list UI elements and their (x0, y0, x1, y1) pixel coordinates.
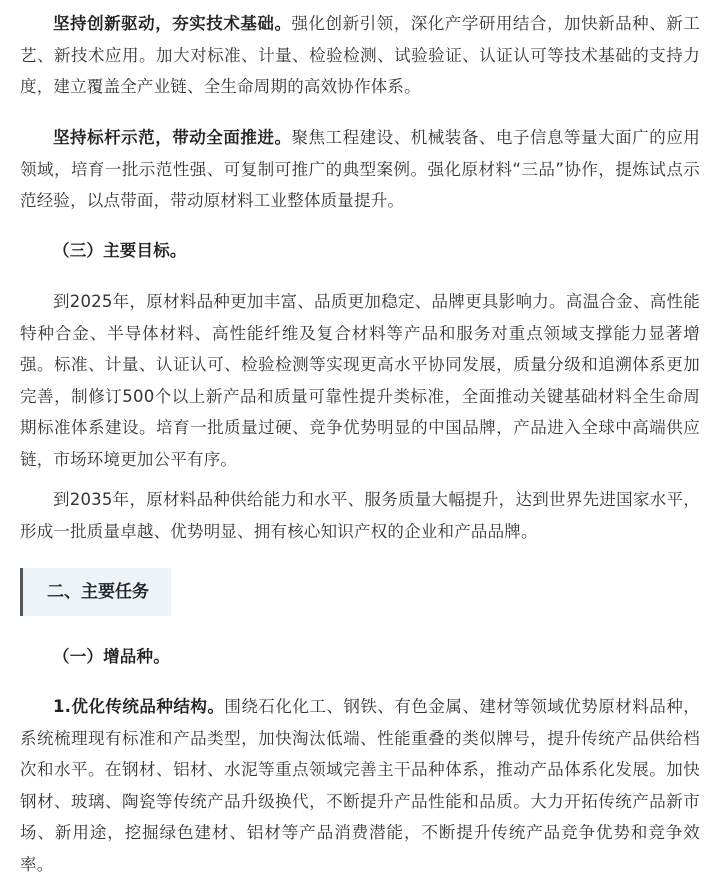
paragraph-benchmark (20, 122, 700, 217)
paragraph-text: 强化创新引领，深化产学研用结合，加快新品种、新工艺、新技术应用。加大对标准、计量、检验检测、试验验证、认证认可等技术基础的支持力度，建立覆盖全产业链、全生命周期的高效协作体系。 (20, 14, 700, 96)
paragraph-lead: 1.优化传统品种结构。 (53, 697, 225, 716)
paragraph-lead: 坚持标杆示范，带动全面推进。 (53, 128, 292, 147)
paragraph-lead: 坚持创新驱动，夯实技术基础。 (53, 14, 292, 33)
subheading-text: （三）主要目标。 (53, 241, 187, 260)
paragraph-goal-2025: 到2025年，原材料品种更加丰富、品质更加稳定、品牌更具影响力。高温合金、高性能特种合金、半导体材料、高性能纤维及复合材料等产品和服务对重点领域支撑能力显著增强。标准、计量、认证认可、检验检测等实现更高水平协同发展，质量分级和追溯体系更加完善，制修订500个以上新产品和质量可靠性提升类标准，全面推动关键基础材料全生命周期标准体系建设。培育一批质量过硬、竞争优势明显的中国品牌，产品进入全球中高端供应链，市场环境更加公平有序。 (20, 292, 700, 469)
paragraph-optimize-varieties (20, 691, 700, 880)
section-heading-box (20, 568, 171, 616)
subheading-text: （一）增品种。 (53, 647, 170, 666)
subheading-add-varieties (20, 641, 700, 673)
paragraph-goal-2035: 到2035年，原材料品种供给能力和水平、服务质量大幅提升，达到世界先进国家水平，形成一批质量卓越、优势明显、拥有核心知识产权的企业和产品品牌。 (20, 490, 700, 541)
paragraph-text: 聚焦工程建设、机械装备、电子信息等量大面广的应用领域，培育一批示范性强、可复制可推广的典型案例。强化原材料“三品”协作，提炼试点示范经验，以点带面，带动原材料工业整体质量提升。 (20, 128, 700, 210)
paragraph-innovation (20, 8, 700, 103)
paragraph-text: 围绕石化化工、钢铁、有色金属、建材等领域优势原材料品种，系统梳理现有标准和产品类型，加快淘汰低端、性能重叠的类似牌号，提升传统产品供给档次和水平。在钢材、铝材、水泥等重点领域完善主干品种体系，推动产品体系化发展。加快钢材、玻璃、陶瓷等传统产品升级换代，不断提升产品性能和品质。大力开拓传统产品新市场、新用途，挖掘绿色建材、铝材等产品消费潜能，不断提升传统产品竞争优势和竞争效率。 (20, 697, 700, 874)
subheading-main-goals (20, 235, 700, 267)
section-title: 二、主要任务 (47, 582, 149, 602)
